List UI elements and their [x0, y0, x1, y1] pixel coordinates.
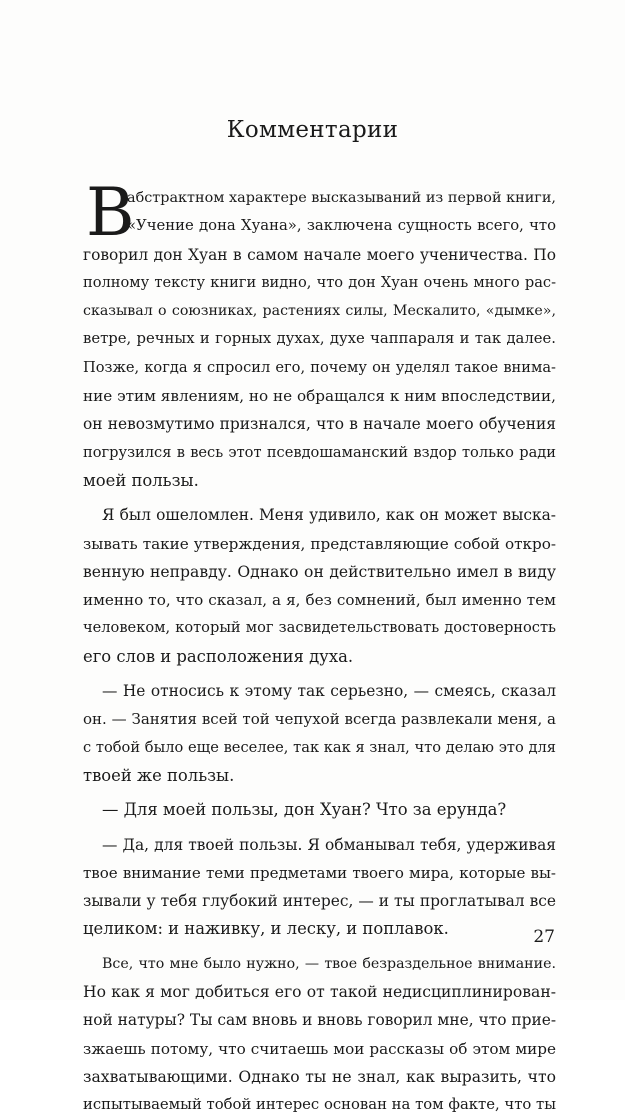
text-line: погрузился в весь этот псевдошаманский вздор только ради	[83, 443, 556, 461]
text-line: твоей же пользы.	[83, 765, 235, 785]
text-line: целиком: и наживку, и леску, и поплавок.	[83, 919, 449, 939]
text-line: сказывал о союзниках, растениях силы, Мескалито, «дымке»,	[83, 303, 556, 320]
text-line: с тобой было еще веселее, так как я знал, что делаю это для	[83, 738, 556, 756]
paragraph	[83, 796, 556, 824]
paragraph	[83, 501, 556, 671]
paragraph	[83, 831, 556, 944]
text-line: зывать такие утверждения, представляющие собой откро-	[83, 534, 556, 553]
text-line: говорил дон Хуан в самом начале моего ученичества. По	[83, 245, 556, 264]
text-line: твое внимание теми предметами твоего мира, которые вы-	[83, 863, 556, 882]
text-line: зжаешь потому, что считаешь мои рассказы об этом мире	[83, 1039, 556, 1058]
text-line: Но как я мог добиться его от такой недисциплинирован-	[83, 983, 556, 1002]
text-line: венную неправду. Однако он действительно имел в виду	[83, 562, 556, 581]
text-line: испытываемый тобой интерес основан на том факте, что ты	[83, 1096, 556, 1114]
text-line: ние этим явлениям, но не обращался к ним впоследствии,	[83, 387, 556, 406]
text-line: ветре, речных и горных духах, духе чаппараля и так далее.	[83, 330, 556, 348]
paragraph	[83, 174, 556, 495]
text-line: абстрактном характере высказываний из первой книги,	[127, 190, 556, 206]
text-line: — Да, для твоей пользы. Я обманывал тебя, удерживая	[102, 835, 556, 854]
text-line: полному тексту книги видно, что дон Хуан очень много рас-	[83, 273, 556, 291]
text-line: — Для моей пользы, дон Хуан? Что за ерунда?	[102, 800, 507, 820]
text-line: — Не относись к этому так серьезно, — смеясь, сказал	[102, 682, 556, 701]
chapter-title: Комментарии	[226, 117, 399, 143]
text-line: Позже, когда я спросил его, почему он уделял такое внима-	[83, 358, 556, 376]
drop-cap: В	[86, 174, 135, 251]
text-line: именно то, что сказал, а я, без сомнений, был именно тем	[83, 591, 556, 610]
text-line: Я был ошеломлен. Меня удивило, как он может выска-	[102, 506, 556, 525]
text-line: захватывающими. Однако ты не знал, как выразить, что	[83, 1067, 556, 1086]
text-line: его слов и расположения духа.	[83, 646, 354, 666]
text-line: он невозмутимо признался, что в начале моего обучения	[83, 415, 556, 434]
text-line: зывали у тебя глубокий интерес, — и ты проглатывал все	[83, 892, 556, 911]
text-line: Все, что мне было нужно, — твое безраздельное внимание.	[102, 955, 556, 972]
text-line: он. — Занятия всей той чепухой всегда развлекали меня, а	[83, 710, 556, 729]
text-line: «Учение дона Хуана», заключена сущность всего, что	[127, 217, 556, 235]
page-number: 27	[533, 927, 555, 947]
body-text	[83, 174, 557, 1120]
text-line: человеком, который мог засвидетельствовать достоверность	[83, 619, 556, 637]
paragraph	[83, 677, 556, 790]
text-line: моей пользы.	[83, 470, 199, 490]
text-line: ной натуры? Ты сам вновь и вновь говорил мне, что прие-	[83, 1011, 557, 1030]
paragraph	[83, 950, 556, 1120]
